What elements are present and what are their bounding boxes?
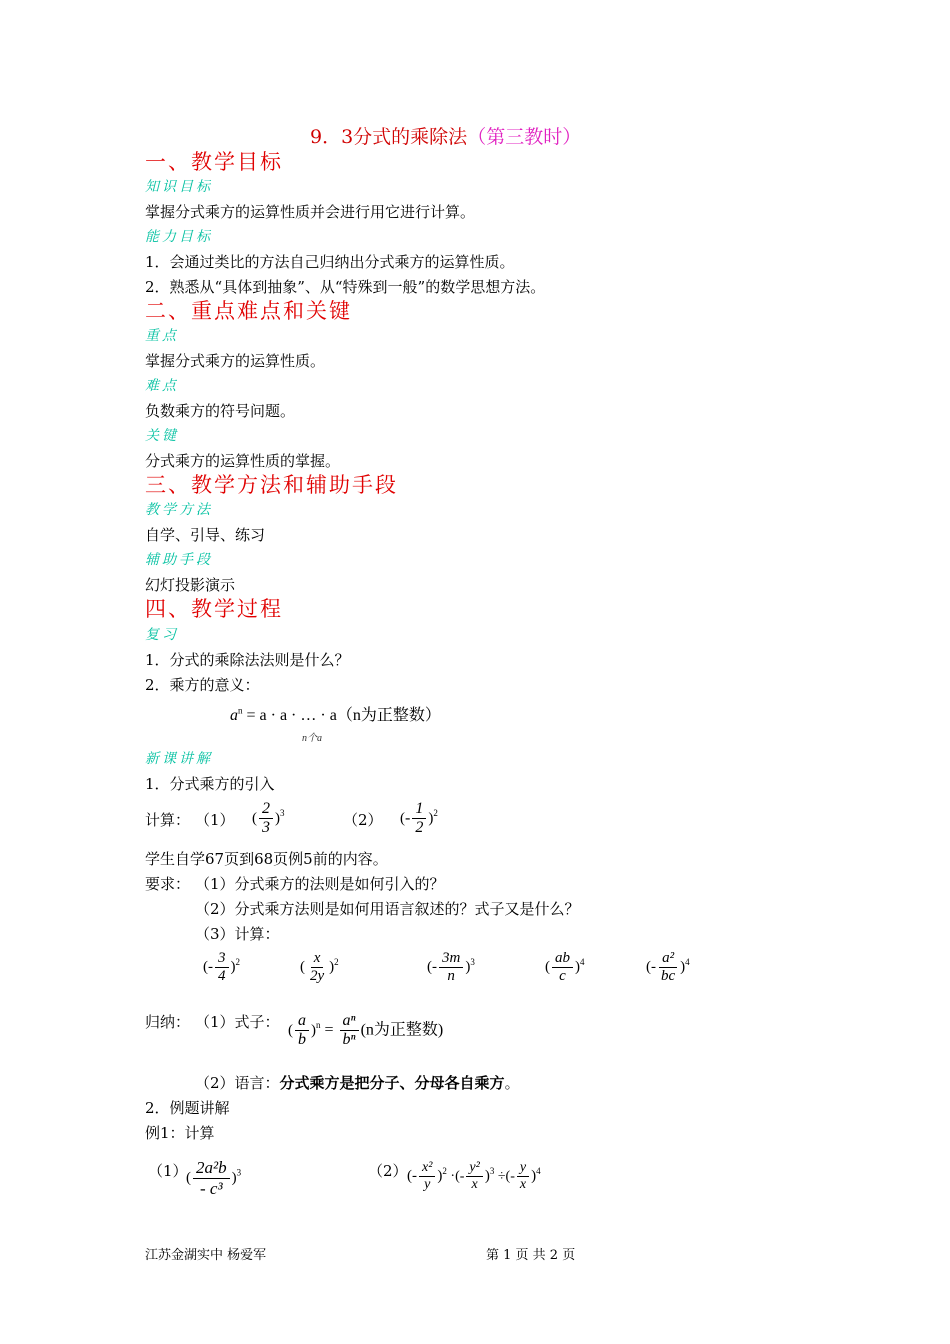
example-1-part-2-label: （2） [368, 1162, 408, 1180]
examples-heading: 2．例题讲解 [145, 1099, 230, 1117]
summary-label: 归纳： [145, 1013, 191, 1031]
crux-text: 分式乘方的运算性质的掌握。 [145, 452, 341, 470]
review-item-2: 2．乘方的意义： [145, 676, 260, 694]
subheading-method: 教学方法 [145, 502, 213, 518]
section-heading-process: 四、教学过程 [145, 597, 283, 621]
calc-label: 计算： [145, 811, 191, 829]
subheading-difficulty: 难点 [145, 378, 179, 394]
section-heading-methods: 三、教学方法和辅助手段 [145, 473, 398, 497]
title-sub: （第三教时） [467, 126, 582, 148]
power-definition: $a^n = a \cdot a$ · … · a（n为正整数） [230, 705, 441, 724]
power-definition-underbrace: n个a [302, 733, 322, 744]
example-1-part-1-label: （1） [148, 1162, 188, 1180]
knowledge-text: 掌握分式乘方的运算性质并会进行用它进行计算。 [145, 203, 476, 221]
example-1-part-1-expr: ( $\frac{\text{2a²b}}{\text{- c³}}$ )$^3$ [186, 1158, 242, 1198]
key-text: 掌握分式乘方的运算性质。 [145, 352, 326, 370]
title-main: 9．3分式的乘除法 [310, 126, 468, 148]
intro-text: 1．分式乘方的引入 [145, 775, 275, 793]
example-1-part-2-expr: (- $\frac{\text{x²}}{y}$ )$^2$ ·(- $\frac{\text{y²}}{x}$ )$^3$ ÷(- $\frac{y}{x}$ )$^4$ [407, 1160, 541, 1193]
footer-author: 江苏金湖实中 杨爱军 [145, 1248, 267, 1263]
requirement-3: （3）计算： [195, 925, 280, 943]
requirement-1: （1）分式乘方的法则是如何引入的？ [195, 875, 445, 893]
requirement-2: （2）分式乘方法则是如何用语言叙述的？式子又是什么？ [195, 900, 580, 918]
calc-item-2-expr: (- $\frac{1}{2}$ )$^2$ [400, 800, 438, 837]
subheading-key: 重点 [145, 328, 179, 344]
exercise-1: (- $\frac{3}{4}$ )$^2$ [203, 950, 240, 985]
exercise-3: (- $\frac{3m}{n}$ )$^3$ [427, 950, 475, 985]
subheading-review: 复习 [145, 627, 179, 643]
exercise-5: (- $\frac{\text{a²}}{bc}$ )$^4$ [646, 950, 690, 985]
review-item-1: 1．分式的乘除法法则是什么？ [145, 651, 350, 669]
section-heading-keypoints: 二、重点难点和关键 [145, 299, 352, 323]
calc-item-2-label: （2） [343, 811, 383, 829]
footer-page-number: 第 1 页 共 2 页 [486, 1248, 576, 1263]
method-text: 自学、引导、练习 [145, 526, 266, 544]
subheading-knowledge: 知识目标 [145, 179, 213, 195]
summary-item-2: （2）语言：分式乘方是把分子、分母各自乘方。 [195, 1074, 520, 1092]
example-1-label: 例1：计算 [145, 1124, 215, 1142]
calc-item-1-expr: ( $\frac{2}{3}$ )$^3$ [252, 800, 285, 837]
subheading-aid: 辅助手段 [145, 552, 213, 568]
summary-item-1: （1）式子： [195, 1013, 280, 1031]
subheading-new-lesson: 新课讲解 [145, 751, 213, 767]
self-study-text: 学生自学67页到68页例5前的内容。 [145, 850, 388, 868]
difficulty-text: 负数乘方的符号问题。 [145, 402, 296, 420]
aid-text: 幻灯投影演示 [145, 576, 236, 594]
ability-item-2: 2．熟悉从“具体到抽象”、从“特殊到一般”的数学思想方法。 [145, 278, 546, 296]
calc-item-1-label: （1） [195, 811, 235, 829]
section-heading-goals: 一、教学目标 [145, 150, 283, 174]
subheading-ability: 能力目标 [145, 229, 213, 245]
requirement-label: 要求： [145, 875, 191, 893]
exercise-2: ( $\frac{x}{2y}$ )$^2$ [300, 950, 339, 985]
power-rule-formula: ( $\frac{a}{b}$ )$^n$ = $\frac{\text{aⁿ}}{\text{bⁿ}}$ (n为正整数) [288, 1012, 444, 1049]
ability-item-1: 1．会通过类比的方法自己归纳出分式乘方的运算性质。 [145, 253, 515, 271]
subheading-crux: 关键 [145, 428, 179, 444]
page-title [310, 125, 581, 149]
exercise-4: ( $\frac{ab}{c}$ )$^4$ [545, 950, 585, 985]
